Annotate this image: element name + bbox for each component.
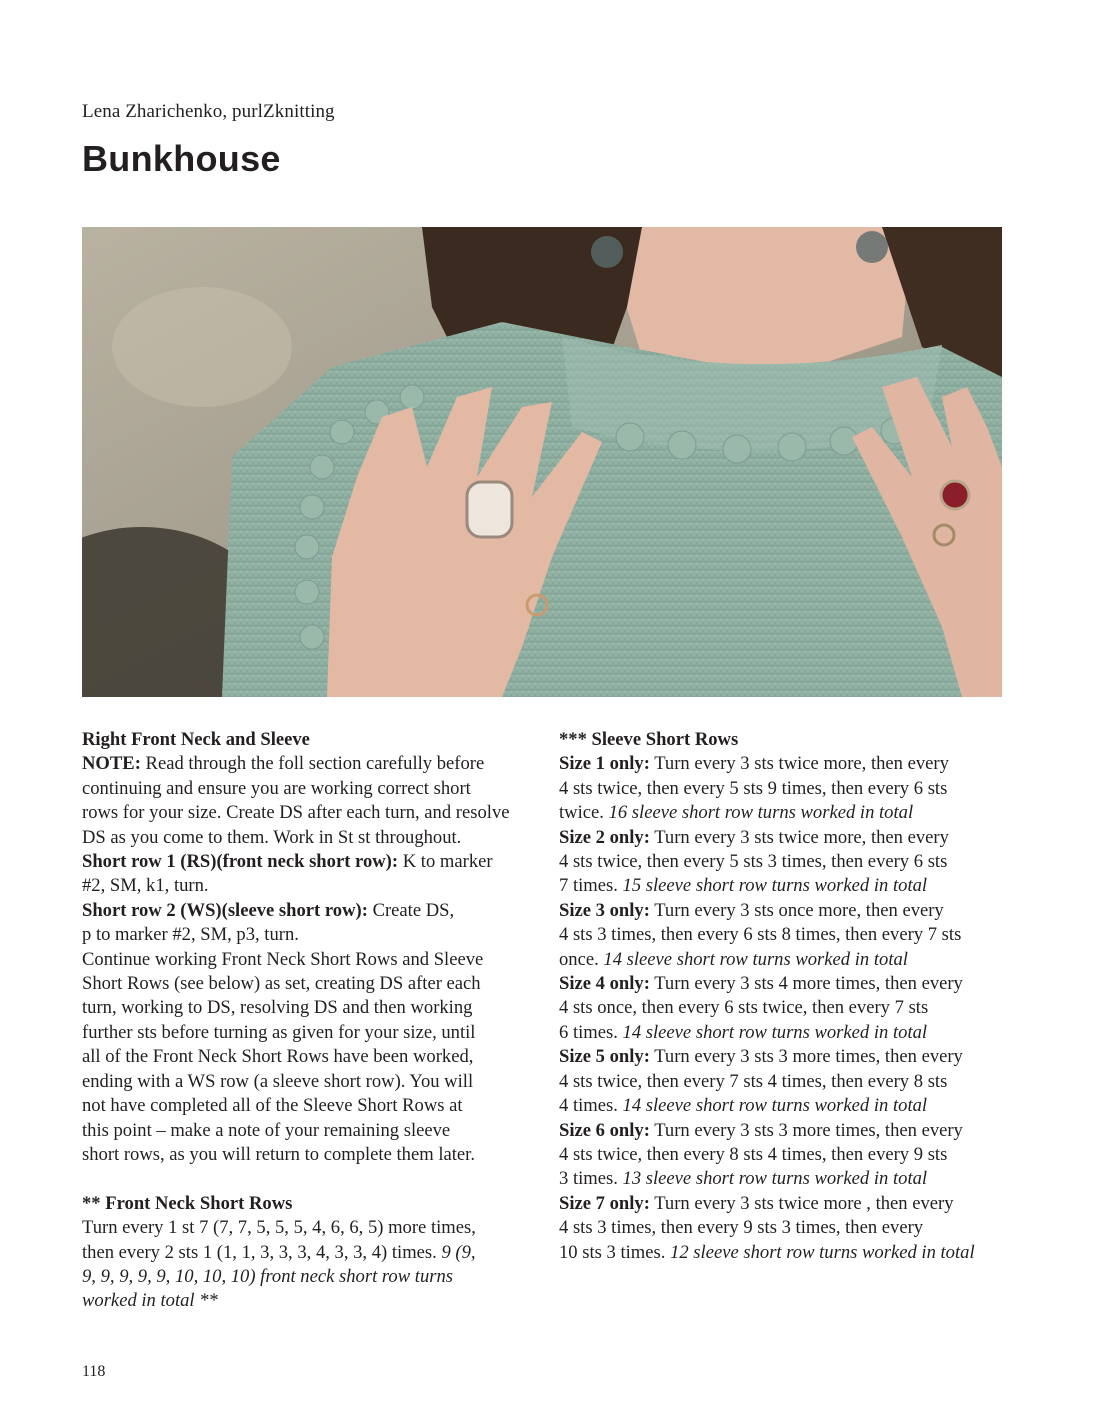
text-line: ending with a WS row (a sleeve short row). You will — [82, 1070, 474, 1092]
text-line: all of the Front Neck Short Rows have been worked, — [82, 1046, 474, 1068]
text-line: rows for your size. Create DS after each turn, and resolve — [82, 802, 510, 824]
text-line: continuing and ensure you are working correct short — [82, 777, 471, 799]
subsection-heading: ** Front Neck Short Rows — [82, 1192, 293, 1214]
text-line: 3 times. 13 sleeve short row turns worked in total — [559, 1168, 928, 1190]
text-line: Size 6 only: Turn every 3 sts 3 more times, then every — [559, 1119, 963, 1141]
text-line: Continue working Front Neck Short Rows and Sleeve — [82, 948, 484, 970]
text-line: #2, SM, k1, turn. — [82, 875, 209, 897]
page-number: 118 — [82, 1363, 106, 1380]
text-line: 4 sts once, then every 6 sts twice, then every 7 sts — [559, 997, 929, 1019]
text-line: 4 sts 3 times, then every 9 sts 3 times, then every — [559, 1217, 924, 1239]
text-line: once. 14 sleeve short row turns worked in total — [559, 948, 908, 970]
text-line: Size 7 only: Turn every 3 sts twice more , then every — [559, 1192, 954, 1214]
text-line: 9, 9, 9, 9, 9, 10, 10, 10) front neck short row turns — [82, 1265, 454, 1287]
text-line: Turn every 1 st 7 (7, 7, 5, 5, 5, 4, 6, 6, 5) more times, — [82, 1217, 476, 1239]
text-line: Size 3 only: Turn every 3 sts once more, then every — [559, 899, 944, 921]
text-line: turn, working to DS, resolving DS and then working — [82, 997, 473, 1019]
text-line: further sts before turning as given for your size, until — [82, 1021, 476, 1043]
text-line: 4 sts twice, then every 5 sts 9 times, then every 6 sts — [559, 777, 948, 799]
text-line: worked in total ** — [82, 1290, 218, 1312]
text-line: not have completed all of the Sleeve Short Rows at — [82, 1095, 463, 1117]
text-line: 4 times. 14 sleeve short row turns worked in total — [559, 1095, 928, 1117]
text-line: then every 2 sts 1 (1, 1, 3, 3, 3, 4, 3, 3, 4) times. 9 (9, — [82, 1241, 476, 1263]
text-line: DS as you come to them. Work in St st throughout. — [82, 826, 462, 848]
text-line: 10 sts 3 times. 12 sleeve short row turns worked in total — [559, 1241, 975, 1263]
text-line: Short Rows (see below) as set, creating DS after each — [82, 973, 481, 995]
author-credit: Lena Zharichenko, purlZknitting — [82, 101, 335, 122]
text-line: 7 times. 15 sleeve short row turns worked in total — [559, 875, 928, 897]
text-line: Size 2 only: Turn every 3 sts twice more, then every — [559, 826, 949, 848]
text-line: p to marker #2, SM, p3, turn. — [82, 924, 299, 946]
text-line: Size 4 only: Turn every 3 sts 4 more times, then every — [559, 973, 963, 995]
text-line: this point – make a note of your remaining sleeve — [82, 1119, 451, 1141]
text-line: short rows, as you will return to complete them later. — [82, 1143, 475, 1165]
text-line: Size 5 only: Turn every 3 sts 3 more times, then every — [559, 1046, 963, 1068]
text-line: 4 sts twice, then every 7 sts 4 times, then every 8 sts — [559, 1070, 948, 1092]
right-column — [559, 728, 1009, 1265]
text-line: 6 times. 14 sleeve short row turns worked in total — [559, 1021, 928, 1043]
section-heading: *** Sleeve Short Rows — [559, 729, 739, 750]
text-line: 4 sts 3 times, then every 6 sts 8 times, then every 7 sts — [559, 924, 962, 946]
text-line: Size 1 only: Turn every 3 sts twice more, then every — [559, 753, 949, 775]
text-line: twice. 16 sleeve short row turns worked in total — [559, 802, 914, 824]
text-line: NOTE: Read through the foll section carefully before — [82, 753, 485, 775]
section-heading: Right Front Neck and Sleeve — [82, 729, 310, 750]
text-line: 4 sts twice, then every 5 sts 3 times, then every 6 sts — [559, 851, 948, 873]
sweater-photo — [82, 227, 1002, 697]
text-line: 4 sts twice, then every 8 sts 4 times, then every 9 sts — [559, 1143, 948, 1165]
text-line: Short row 2 (WS)(sleeve short row): Create DS, — [82, 899, 455, 921]
pattern-title: Bunkhouse — [82, 138, 281, 179]
left-column — [82, 728, 532, 1314]
paragraph-gap — [82, 1167, 532, 1191]
text-line: Short row 1 (RS)(front neck short row): K to marker — [82, 851, 493, 873]
